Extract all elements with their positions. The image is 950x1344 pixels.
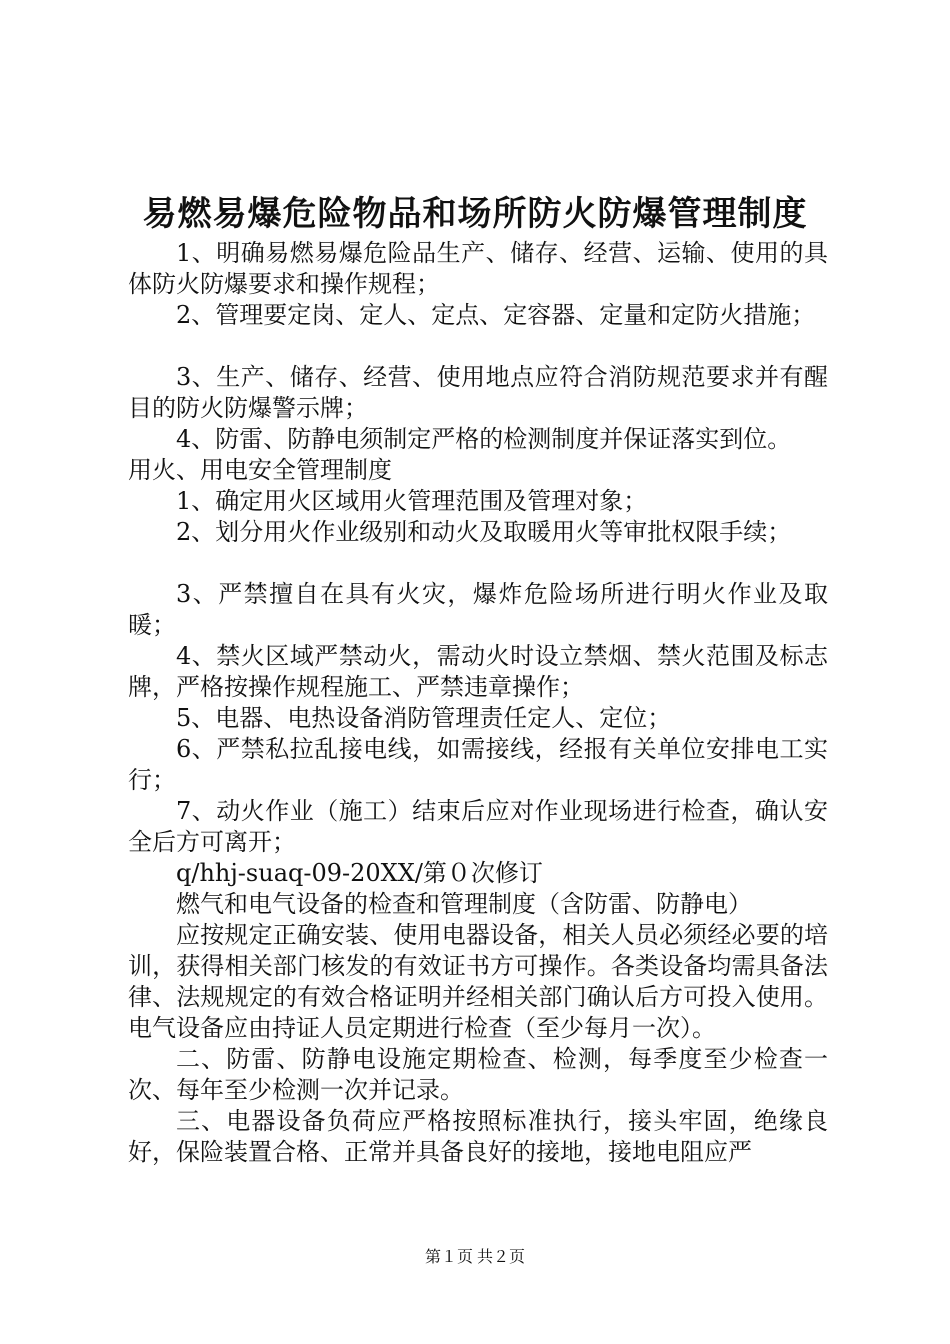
paragraph: 4、防雷、防静电须制定严格的检测制度并保证落实到位。 bbox=[176, 425, 792, 453]
paragraph: 3、生产、储存、经营、使用地点应符合消防规范要求并有醒目的防火防爆警示牌； bbox=[128, 363, 828, 422]
paragraph: 7、动火作业（施工）结束后应对作业现场进行检查，确认安全后方可离开； bbox=[128, 797, 828, 856]
paragraph: 2、管理要定岗、定人、定点、定容器、定量和定防火措施； bbox=[176, 301, 816, 329]
document-title: 易燃易爆危险物品和场所防火防爆管理制度 bbox=[142, 194, 808, 234]
paragraph: 2、划分用火作业级别和动火及取暖用火等审批权限手续； bbox=[176, 518, 792, 546]
paragraph: 4、禁火区域严禁动火，需动火时设立禁烟、禁火范围及标志牌，严格按操作规程施工、严禁违章操作； bbox=[128, 642, 828, 701]
section-heading: 用火、用电安全管理制度 bbox=[128, 456, 392, 484]
blank-line bbox=[128, 331, 828, 362]
paragraph: 应按规定正确安装、使用电器设备，相关人员必须经必要的培训，获得相关部门核发的有效证书方可操作。各类设备均需具备法律、法规规定的有效合格证明并经相关部门确认后方可投入使用。电气设备应由持证人员定期进行检查（至少每月一次）。 bbox=[128, 921, 828, 1042]
paragraph: 3、严禁擅自在具有火灾，爆炸危险场所进行明火作业及取暖； bbox=[128, 580, 828, 639]
page-number: 第１页 共２页 bbox=[424, 1249, 525, 1266]
paragraph: 三、电器设备负荷应严格按照标准执行，接头牢固，绝缘良好，保险装置合格、正常并具备良好的接地，接地电阻应严 bbox=[128, 1107, 828, 1166]
document-body bbox=[128, 238, 828, 1168]
section-heading: 燃气和电气设备的检查和管理制度（含防雷、防静电） bbox=[176, 890, 752, 918]
paragraph: 6、严禁私拉乱接电线，如需接线，经报有关单位安排电工实行； bbox=[128, 735, 828, 794]
paragraph: 1、明确易燃易爆危险品生产、储存、经营、运输、使用的具体防火防爆要求和操作规程； bbox=[128, 239, 828, 298]
paragraph: 5、电器、电热设备消防管理责任定人、定位； bbox=[176, 704, 672, 732]
revision-code: q/hhj-suaq-09-20XX/第０次修订 bbox=[176, 859, 543, 887]
paragraph: 1、确定用火区域用火管理范围及管理对象； bbox=[176, 487, 648, 515]
paragraph: 二、防雷、防静电设施定期检查、检测，每季度至少检查一次、每年至少检测一次并记录。 bbox=[128, 1045, 828, 1104]
blank-line bbox=[128, 548, 828, 579]
